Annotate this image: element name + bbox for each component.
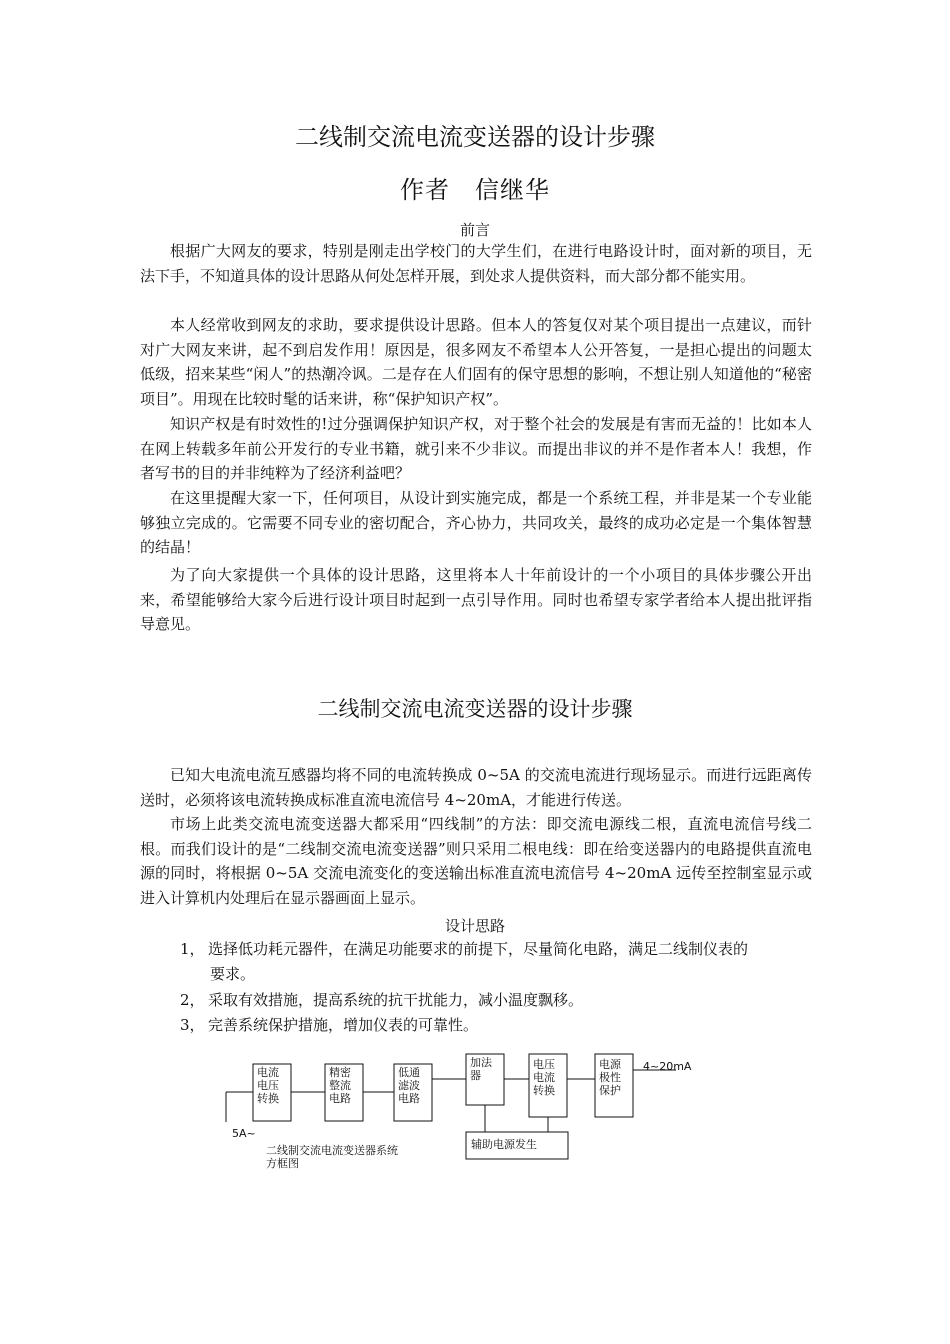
block-precision-rectifier xyxy=(325,1064,363,1121)
document-title: 二线制交流电流变送器的设计步骤 xyxy=(295,123,655,151)
author-line: 作者 信继华 xyxy=(400,176,550,204)
design-item-number: 2， xyxy=(180,991,205,1009)
diagram-caption-1: 二线制交流电流变送器系统 xyxy=(266,1144,398,1157)
preface-heading: 前言 xyxy=(459,221,490,239)
design-item-text-cont: 要求。 xyxy=(210,965,256,983)
design-item-text: 完善系统保护措施，增加仪表的可靠性。 xyxy=(208,1016,479,1034)
block-label-2: 精密 整流 电路 xyxy=(329,1066,351,1105)
block-adder xyxy=(466,1054,504,1105)
preface-paragraph-1: 根据广大网友的要求，特别是刚走出学校门的大学生们，在进行电路设计时，面对新的项目，无法下手，不知道具体的设计思路从何处怎样开展，到处求人提供资料，而大部分都不能实用。 xyxy=(140,242,812,285)
block-lowpass-filter xyxy=(394,1064,432,1121)
block-label-1: 电流 电压 转换 xyxy=(257,1066,279,1105)
input-label: 5A~ xyxy=(232,1127,256,1140)
design-item-number: 1， xyxy=(180,940,205,958)
design-item-text: 选择低功耗元器件，在满足功能要求的前提下，尽量简化电路，满足二线制仪表的 xyxy=(208,940,749,958)
block-power-polarity-protect xyxy=(595,1054,633,1117)
block-current-voltage-convert xyxy=(253,1064,291,1121)
section-paragraph-1: 已知大电流电流互感器均将不同的电流转换成 0~5A 的交流电流进行现场显示。而进行远距离传送时，必须将该电流转换成标准直流电流信号 4~20mA，才能进行传送。 xyxy=(140,766,812,809)
block-label-3: 低通 滤波 电路 xyxy=(398,1066,420,1105)
aux-power-label: 辅助电源发生 xyxy=(471,1138,537,1151)
block-aux-power xyxy=(466,1132,568,1159)
preface-paragraph-3: 知识产权是有时效性的!过分强调保护知识产权，对于整个社会的发展是有害而无益的！比如本人在网上转载多年前公开发行的专业书籍，就引来不少非议。而提出非议的并不是作者本人！我想，作者写书的目的并非纯粹为了经济利益吧？ xyxy=(140,415,812,483)
design-item-text: 采取有效措施，提高系统的抗干扰能力，减小温度飘移。 xyxy=(208,991,584,1009)
design-item-number: 3， xyxy=(180,1016,205,1034)
block-label-6: 电源 极性 保护 xyxy=(599,1058,621,1097)
design-heading: 设计思路 xyxy=(444,917,505,935)
block-voltage-current-convert xyxy=(529,1054,567,1117)
diagram-caption-2: 方框图 xyxy=(266,1157,299,1170)
section-paragraph-2: 市场上此类交流电流变送器大都采用“四线制”的方法：即交流电源线二根，直流电流信号线二根。而我们设计的是“二线制交流电流变送器”则只采用二根电线：即在给变送器内的电路提供直流电源的同时，将根据 0~5A 交流电流变化的变送输出标准直流电流信号 4~20mA 远传至控制室显示或进入计算机内处理后在显示器画面上显示。 xyxy=(140,815,812,907)
block-label-4: 加法 器 xyxy=(470,1056,492,1082)
preface-paragraph-2: 本人经常收到网友的求助，要求提供设计思路。但本人的答复仅对某个项目提出一点建议，而针对广大网友来讲，起不到启发作用！原因是，很多网友不希望本人公开答复，一是担心提出的问题太低级，招来某些“闲人”的热潮冷讽。二是存在人们固有的保守思想的影响，不想让别人知道他的“秘密项目”。用现在比较时髦的话来讲，称“保护知识产权”。 xyxy=(140,316,812,408)
preface-paragraph-4: 在这里提醒大家一下，任何项目，从设计到实施完成，都是一个系统工程，并非是某一个专业能够独立完成的。它需要不同专业的密切配合，齐心协力，共同攻关，最终的成功必定是一个集体智慧的结晶！ xyxy=(140,489,812,557)
preface-paragraph-5: 为了向大家提供一个具体的设计思路，这里将本人十年前设计的一个小项目的具体步骤公开出来，希望能够给大家今后进行设计项目时起到一点引导作用。同时也希望专家学者给本人提出批评指导意见。 xyxy=(140,566,812,634)
output-label: 4~20mA xyxy=(643,1060,692,1073)
section-title: 二线制交流电流变送器的设计步骤 xyxy=(317,697,633,721)
block-label-5: 电压 电流 转换 xyxy=(533,1058,555,1097)
